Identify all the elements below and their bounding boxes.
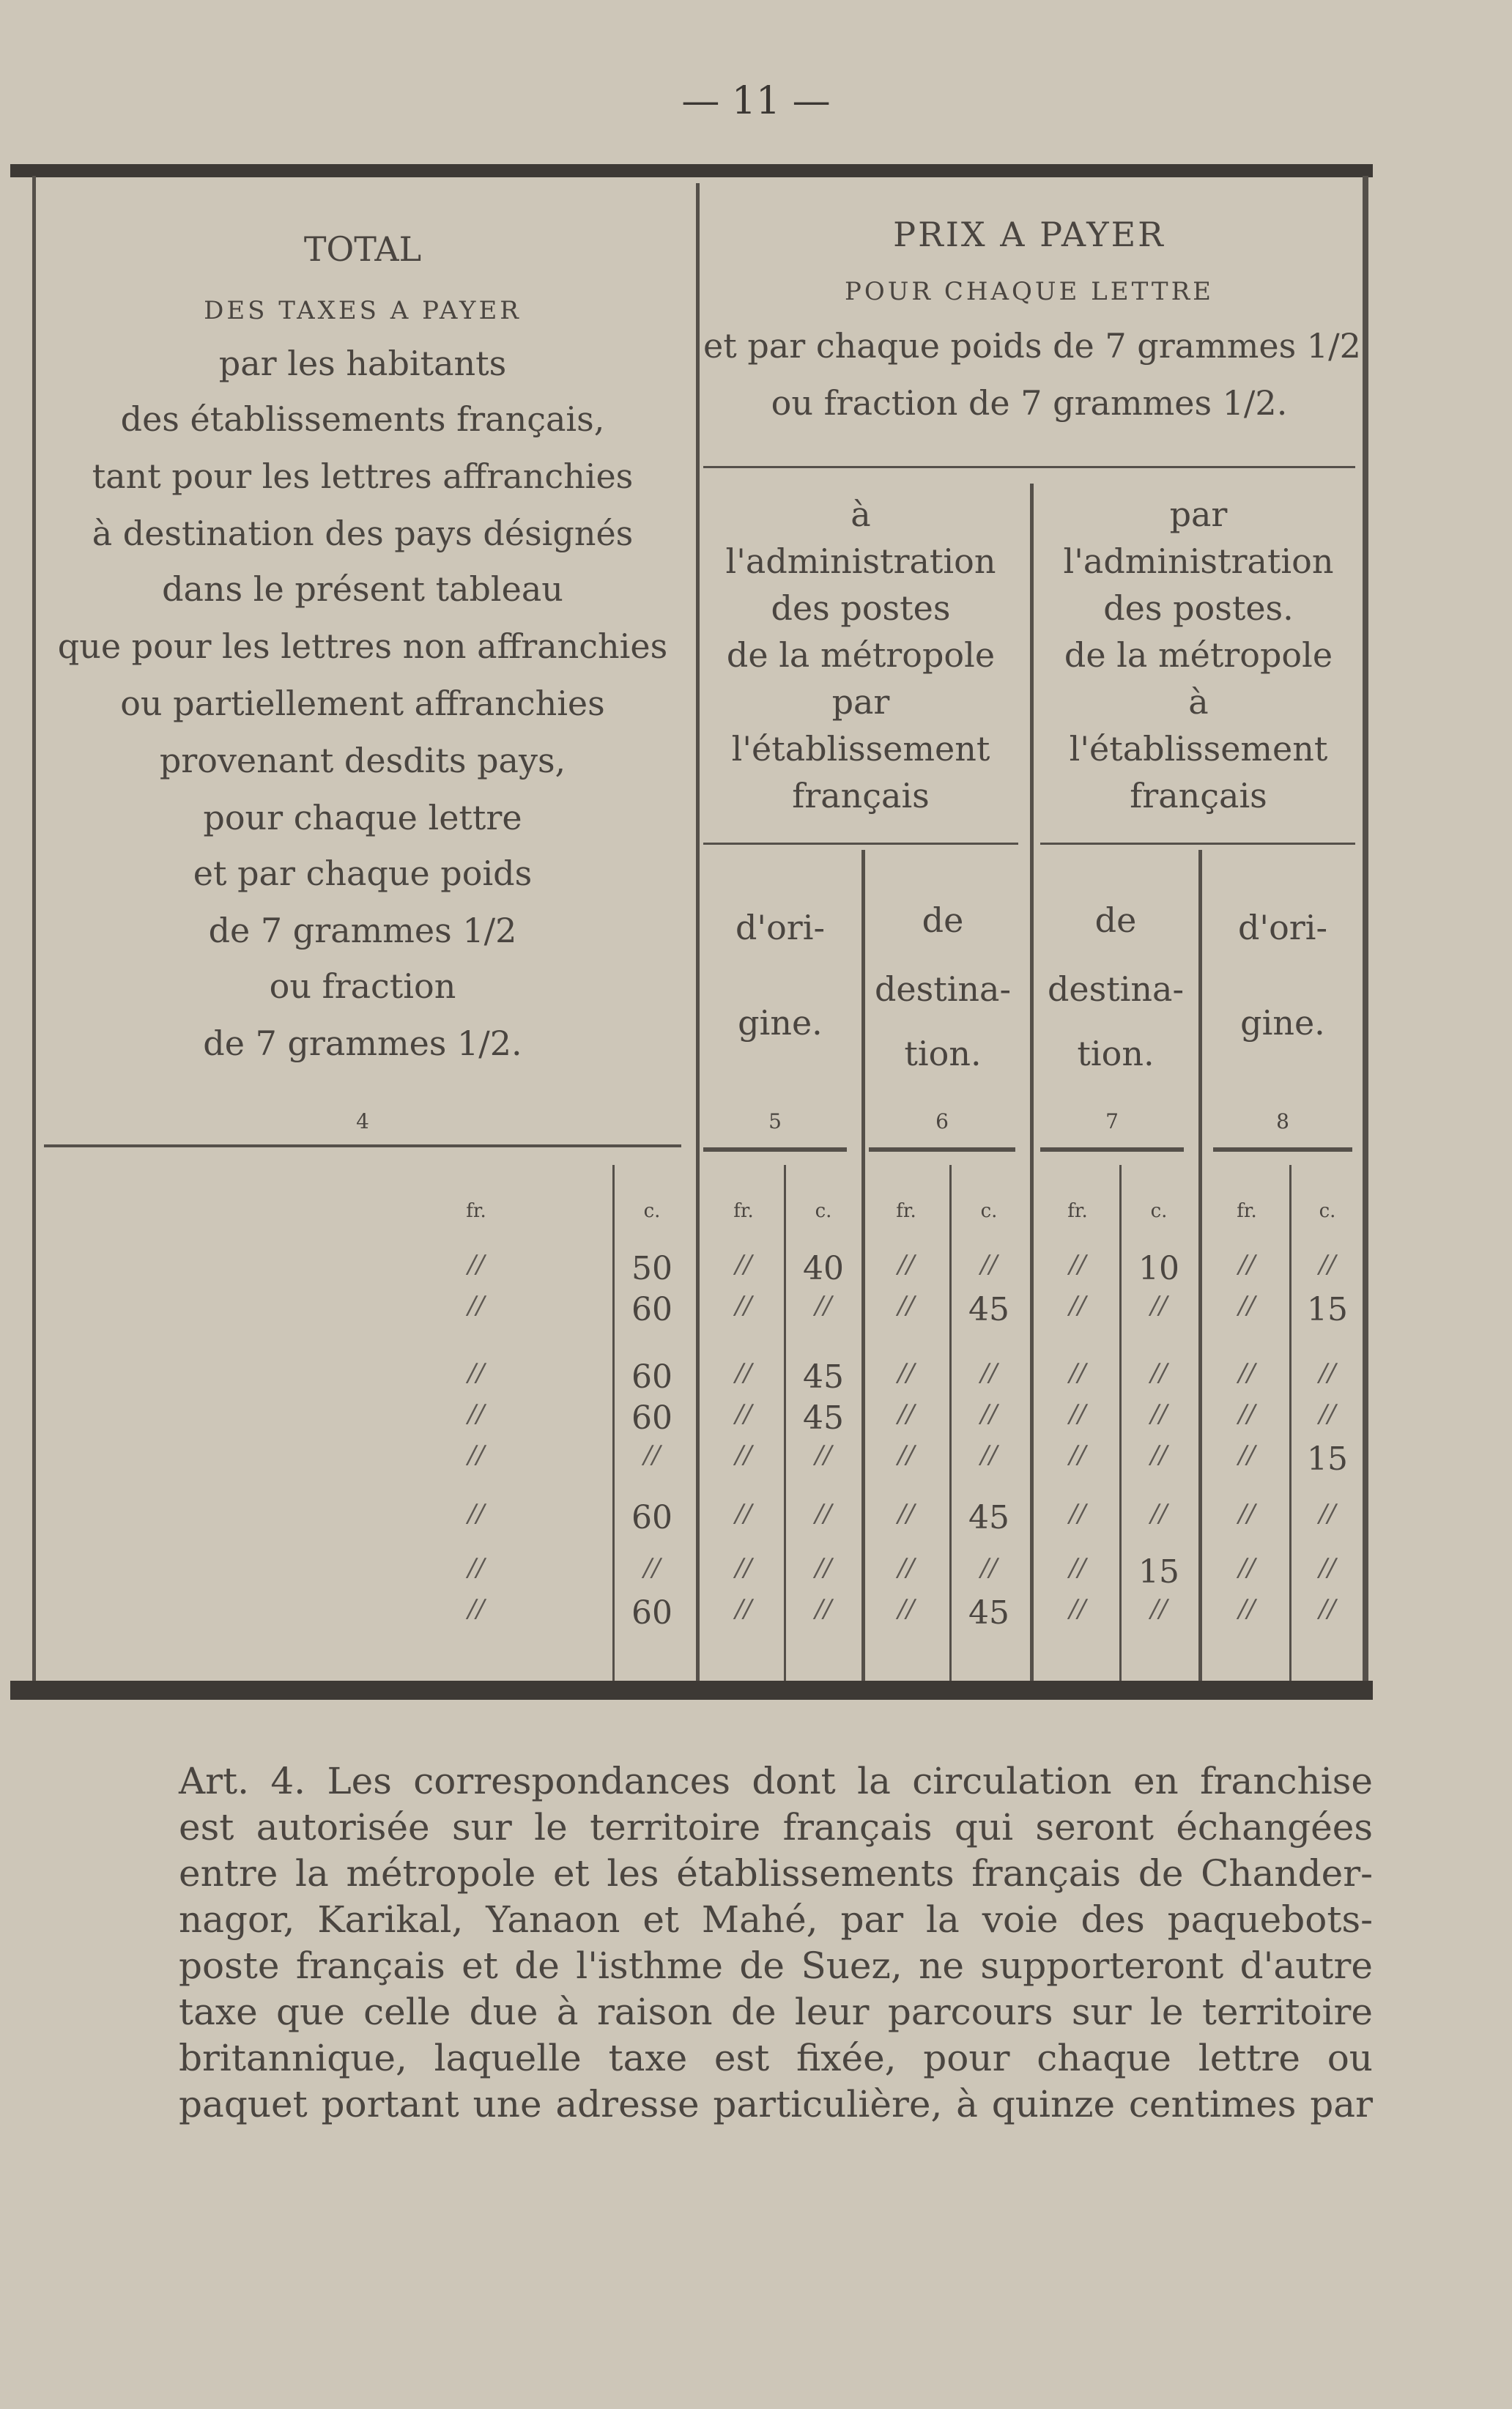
left-sub-header-line: de la métropole bbox=[726, 635, 996, 675]
table-cell: // bbox=[467, 1399, 485, 1429]
right-sub-header-line: français bbox=[1130, 776, 1267, 815]
unit-label-c: c. bbox=[1319, 1200, 1336, 1222]
col7-header-line: tion. bbox=[1077, 1034, 1155, 1073]
col4-header-line: DES TAXES A PAYER bbox=[204, 296, 522, 325]
article-line: britannique, laquelle taxe est fixée, pour chaque lettre ou bbox=[179, 2037, 1373, 2079]
table-cell: 60 bbox=[631, 1399, 672, 1437]
table-cell: // bbox=[735, 1499, 752, 1528]
col5-fr-c-divider bbox=[784, 1165, 786, 1685]
colnum-rule-4 bbox=[44, 1144, 681, 1147]
col4-header-line: et par chaque poids bbox=[193, 854, 533, 893]
table-cell: // bbox=[467, 1358, 485, 1388]
col4-header-line: provenant desdits pays, bbox=[159, 741, 566, 780]
table-cell: // bbox=[815, 1499, 832, 1528]
right-sub-header-line: par bbox=[1169, 495, 1228, 534]
table-cell: // bbox=[897, 1440, 915, 1470]
right-sub-header-line: l'établissement bbox=[1069, 729, 1328, 769]
col5-header-line: gine. bbox=[738, 1003, 823, 1043]
article-line: taxe que celle due à raison de leur parcours sur le territoire bbox=[179, 1991, 1373, 2033]
prix-header-line: et par chaque poids de 7 grammes 1/2 bbox=[703, 326, 1361, 366]
table-bottom-rule bbox=[10, 1681, 1373, 1700]
table-cell: // bbox=[1069, 1440, 1086, 1470]
col8-header-line: gine. bbox=[1240, 1003, 1325, 1043]
unit-label-fr: fr. bbox=[896, 1200, 916, 1222]
right-sub-rule bbox=[1040, 843, 1355, 845]
col4-fr-c-divider bbox=[612, 1165, 615, 1685]
table-cell: // bbox=[897, 1250, 915, 1279]
table-cell: // bbox=[735, 1250, 752, 1279]
col6-header-line: tion. bbox=[904, 1034, 982, 1073]
table-cell: 60 bbox=[631, 1291, 672, 1328]
table-top-rule bbox=[10, 164, 1373, 177]
table-cell: // bbox=[1238, 1594, 1256, 1624]
colnum-rule-7 bbox=[1040, 1147, 1184, 1152]
left-sub-header-line: par bbox=[831, 682, 890, 722]
unit-label-c: c. bbox=[980, 1200, 998, 1222]
table-cell: // bbox=[1238, 1440, 1256, 1470]
table-cell: // bbox=[1150, 1440, 1168, 1470]
col5-col6-divider bbox=[861, 850, 865, 1685]
table-cell: // bbox=[735, 1594, 752, 1624]
table-cell: 50 bbox=[631, 1250, 672, 1287]
table-cell: // bbox=[1069, 1499, 1086, 1528]
table-cell: // bbox=[980, 1250, 998, 1279]
table-cell: // bbox=[1319, 1399, 1336, 1429]
col5-header-line: d'ori- bbox=[735, 908, 826, 947]
right-sub-header-line: des postes. bbox=[1103, 588, 1294, 628]
article-paragraph bbox=[179, 1758, 1373, 2128]
article-line: Art. 4. Les correspondances dont la circulation en franchise bbox=[179, 1760, 1373, 1802]
table-cell: // bbox=[735, 1291, 752, 1320]
table-cell: // bbox=[1319, 1358, 1336, 1388]
col4-header-line: ou fraction bbox=[269, 966, 456, 1006]
table-cell: // bbox=[1238, 1291, 1256, 1320]
column-number: 4 bbox=[356, 1109, 369, 1133]
colnum-rule-8 bbox=[1213, 1147, 1352, 1152]
left-sub-header-line: l'établissement bbox=[731, 729, 990, 769]
table-cell: // bbox=[643, 1440, 661, 1470]
col4-header-line: de 7 grammes 1/2. bbox=[203, 1024, 522, 1063]
unit-label-c: c. bbox=[1150, 1200, 1168, 1222]
col4-header-line: des établissements français, bbox=[120, 399, 605, 439]
prix-header-line: ou fraction de 7 grammes 1/2. bbox=[771, 383, 1288, 423]
table-cell: // bbox=[815, 1440, 832, 1470]
table-cell: 60 bbox=[631, 1499, 672, 1536]
table-cell: // bbox=[1069, 1594, 1086, 1624]
table-cell: // bbox=[735, 1399, 752, 1429]
column-number: 8 bbox=[1276, 1109, 1289, 1133]
col4-header-line: par les habitants bbox=[218, 344, 507, 383]
table-cell: // bbox=[1150, 1594, 1168, 1624]
prix-header-line: PRIX A PAYER bbox=[893, 215, 1166, 254]
col4-header-line: dans le présent tableau bbox=[162, 569, 563, 609]
col6-header-line: destina- bbox=[874, 969, 1012, 1009]
table-cell: 15 bbox=[1138, 1553, 1179, 1591]
left-sub-rule bbox=[703, 843, 1018, 845]
table-cell: // bbox=[1238, 1358, 1256, 1388]
table-cell: // bbox=[1069, 1399, 1086, 1429]
col4-header-line: de 7 grammes 1/2 bbox=[208, 911, 517, 950]
table-left-border bbox=[32, 176, 36, 1685]
colnum-rule-5 bbox=[703, 1147, 847, 1152]
col6-header-line: de bbox=[922, 900, 964, 940]
right-sub-header-line: à bbox=[1188, 682, 1209, 722]
table-cell: // bbox=[897, 1499, 915, 1528]
table-cell: // bbox=[980, 1440, 998, 1470]
unit-label-fr: fr. bbox=[1067, 1200, 1088, 1222]
table-cell: 40 bbox=[803, 1250, 844, 1287]
table-cell: // bbox=[815, 1553, 832, 1583]
prix-sub-divider bbox=[1030, 484, 1034, 1685]
table-cell: // bbox=[1238, 1553, 1256, 1583]
prix-header-rule bbox=[703, 466, 1355, 468]
table-cell: // bbox=[467, 1594, 485, 1624]
column-number: 6 bbox=[935, 1109, 949, 1133]
table-cell: // bbox=[1069, 1291, 1086, 1320]
table-cell: // bbox=[1319, 1499, 1336, 1528]
table-cell: // bbox=[1150, 1399, 1168, 1429]
table-cell: // bbox=[1238, 1250, 1256, 1279]
table-cell: // bbox=[897, 1358, 915, 1388]
table-cell: // bbox=[1150, 1499, 1168, 1528]
colnum-rule-6 bbox=[869, 1147, 1015, 1152]
table-cell: // bbox=[1150, 1291, 1168, 1320]
table-cell: // bbox=[897, 1291, 915, 1320]
col4-header-line: à destination des pays désignés bbox=[92, 514, 634, 553]
left-sub-header-line: des postes bbox=[771, 588, 951, 628]
article-line: poste français et de l'isthme de Suez, ne supporteront d'autre bbox=[179, 1944, 1373, 1987]
col6-fr-c-divider bbox=[949, 1165, 952, 1685]
left-sub-header-line: français bbox=[792, 776, 930, 815]
table-cell: // bbox=[735, 1553, 752, 1583]
col8-fr-c-divider bbox=[1289, 1165, 1292, 1685]
table-cell: 45 bbox=[968, 1594, 1009, 1632]
table-cell: // bbox=[1069, 1553, 1086, 1583]
table-cell: // bbox=[735, 1440, 752, 1470]
table-cell: 45 bbox=[968, 1499, 1009, 1536]
column-number: 7 bbox=[1105, 1109, 1119, 1133]
column-number: 5 bbox=[768, 1109, 782, 1133]
table-cell: 45 bbox=[803, 1358, 844, 1396]
table-cell: // bbox=[467, 1291, 485, 1320]
unit-label-fr: fr. bbox=[1237, 1200, 1257, 1222]
col7-col8-divider bbox=[1198, 850, 1202, 1685]
table-cell: 10 bbox=[1138, 1250, 1179, 1287]
table-cell: // bbox=[980, 1553, 998, 1583]
table-cell: // bbox=[1069, 1250, 1086, 1279]
table-cell: // bbox=[1319, 1250, 1336, 1279]
article-line: est autorisée sur le territoire français qui seront échangées bbox=[179, 1806, 1373, 1849]
article-line: paquet portant une adresse particulière, à quinze centimes par bbox=[179, 2083, 1373, 2125]
table-cell: // bbox=[980, 1399, 998, 1429]
table-cell: 45 bbox=[968, 1291, 1009, 1328]
right-sub-header-line: de la métropole bbox=[1064, 635, 1333, 675]
article-line: entre la métropole et les établissements français de Chander- bbox=[179, 1852, 1373, 1895]
table-cell: // bbox=[735, 1358, 752, 1388]
table-cell: // bbox=[1238, 1399, 1256, 1429]
table-cell: // bbox=[1319, 1594, 1336, 1624]
left-sub-header-line: l'administration bbox=[725, 541, 996, 581]
table-cell: // bbox=[1069, 1358, 1086, 1388]
table-cell: // bbox=[815, 1594, 832, 1624]
table-cell: // bbox=[897, 1594, 915, 1624]
col4-header-line: tant pour les lettres affranchies bbox=[92, 456, 634, 496]
table-cell: 60 bbox=[631, 1594, 672, 1632]
table-cell: 60 bbox=[631, 1358, 672, 1396]
table-cell: // bbox=[467, 1553, 485, 1583]
left-sub-header-line: à bbox=[850, 495, 871, 534]
table-cell: // bbox=[1150, 1358, 1168, 1388]
table-cell: // bbox=[1319, 1553, 1336, 1583]
table-cell: 15 bbox=[1307, 1291, 1348, 1328]
prix-header-line: POUR CHAQUE LETTRE bbox=[845, 277, 1214, 306]
col4-divider bbox=[696, 183, 700, 1685]
table-cell: // bbox=[467, 1499, 485, 1528]
table-cell: // bbox=[467, 1440, 485, 1470]
table-cell: 45 bbox=[803, 1399, 844, 1437]
article-line: nagor, Karikal, Yanaon et Mahé, par la voie des paquebots- bbox=[179, 1898, 1373, 1941]
table-cell: // bbox=[815, 1291, 832, 1320]
table-cell: // bbox=[1238, 1499, 1256, 1528]
col7-header-line: destina- bbox=[1047, 969, 1185, 1009]
unit-label-fr: fr. bbox=[733, 1200, 754, 1222]
unit-label-c: c. bbox=[815, 1200, 832, 1222]
table-cell: // bbox=[467, 1250, 485, 1279]
col4-header-line: ou partiellement affranchies bbox=[120, 684, 605, 723]
col7-header-line: de bbox=[1094, 900, 1137, 940]
col7-fr-c-divider bbox=[1119, 1165, 1122, 1685]
col4-header-line: que pour les lettres non affranchies bbox=[57, 626, 668, 666]
unit-label-fr: fr. bbox=[466, 1200, 486, 1222]
table-cell: // bbox=[897, 1553, 915, 1583]
col4-header-line: pour chaque lettre bbox=[203, 798, 522, 837]
unit-label-c: c. bbox=[643, 1200, 661, 1222]
table-cell: 15 bbox=[1307, 1440, 1348, 1478]
table-cell: // bbox=[897, 1399, 915, 1429]
table-right-border bbox=[1363, 176, 1368, 1685]
right-sub-header-line: l'administration bbox=[1063, 541, 1334, 581]
col4-header-line: TOTAL bbox=[303, 229, 422, 269]
col8-header-line: d'ori- bbox=[1237, 908, 1328, 947]
table-cell: // bbox=[643, 1553, 661, 1583]
page-number: — 11 — bbox=[681, 79, 831, 123]
table-cell: // bbox=[980, 1358, 998, 1388]
